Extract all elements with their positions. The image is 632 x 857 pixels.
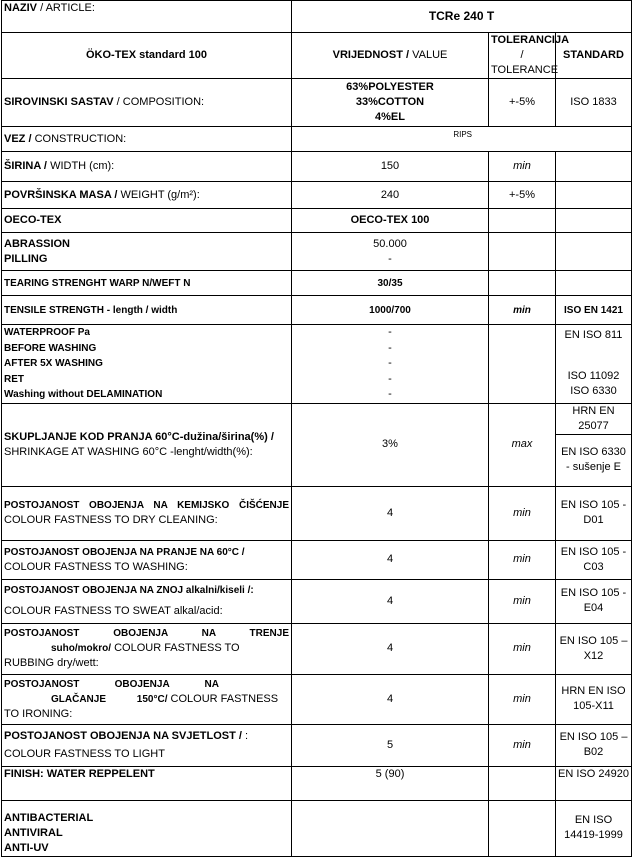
standard-name-header: ÖKO-TEX standard 100	[2, 33, 292, 79]
waterproof-label	[2, 325, 292, 404]
ironing-label-bold: POSTOJANOST OBOJENJA NA	[4, 678, 219, 690]
tensile-label: TENSILE STRENGTH - length / width	[2, 296, 292, 325]
shrinkage-label-plain: SHRINKAGE AT WASHING 60°C -lenght/width(%):	[4, 445, 253, 458]
light-row	[2, 724, 632, 766]
dry-cleaning-tolerance: min	[489, 486, 556, 540]
rubbing-label-plain-b: RUBBING dry/wett:	[4, 657, 99, 669]
light-label-plain: COLOUR FASTNESS TO LIGHT	[4, 747, 165, 760]
composition-standard: ISO 1833	[556, 79, 632, 127]
waterproof-value-line: -	[388, 357, 392, 369]
waterproof-standard-gap	[558, 343, 629, 369]
oeco-tolerance	[489, 209, 556, 233]
width-label-plain: WIDTH (cm):	[50, 160, 115, 172]
light-label-bold: POSTOJANOST OBOJENJA NA SVJETLOST /	[4, 729, 242, 742]
pilling-label-line: PILLING	[4, 252, 48, 265]
waterproof-row	[2, 325, 632, 404]
ironing-label	[2, 674, 292, 724]
waterproof-standard-line: ISO 6330	[570, 385, 617, 397]
shrinkage-label-bold: SKUPLJANJE KOD PRANJA 60°C-dužina/širina(%) /	[4, 430, 274, 443]
antibacterial-value	[292, 800, 489, 856]
dry-cleaning-row	[2, 486, 632, 540]
ironing-value: 4	[292, 674, 489, 724]
weight-tolerance: +-5%	[489, 182, 556, 209]
sweat-label	[2, 579, 292, 623]
washing-label-plain: COLOUR FASTNESS TO WASHING:	[4, 560, 188, 573]
rubbing-standard: EN ISO 105 – X12	[556, 623, 632, 674]
article-row	[2, 1, 632, 33]
sweat-label-plain: COLOUR FASTNESS TO SWEAT alkal/acid:	[4, 605, 223, 617]
ironing-row	[2, 674, 632, 724]
waterproof-value	[292, 325, 489, 404]
weight-standard	[556, 182, 632, 209]
waterproof-label-line: BEFORE WASHING	[4, 342, 97, 354]
construction-row	[2, 127, 632, 152]
finish-tolerance	[489, 766, 556, 800]
article-label: / ARTICLE:	[40, 2, 95, 14]
shrinkage-tolerance: max	[489, 403, 556, 486]
ironing-label-bold-b: GLAČANJE 150°C/	[51, 693, 168, 705]
washing-standard: EN ISO 105 - C03	[556, 540, 632, 579]
washing-value: 4	[292, 540, 489, 579]
composition-line: 4%EL	[375, 111, 405, 123]
waterproof-standard-line: EN ISO 811	[564, 329, 623, 341]
finish-row	[2, 766, 632, 800]
ironing-label-plain-b: TO IRONING:	[4, 707, 73, 720]
ironing-tolerance: min	[489, 674, 556, 724]
shrinkage-value: 3%	[292, 403, 489, 486]
dry-cleaning-standard: EN ISO 105 - D01	[556, 486, 632, 540]
value-header	[292, 33, 489, 79]
abrasion-tolerance	[489, 233, 556, 271]
waterproof-value-line: -	[388, 326, 392, 338]
tolerance-header-bold: TOLERANCIJA	[491, 34, 570, 46]
antibacterial-label-line: ANTIBACTERIAL	[4, 811, 94, 824]
pilling-value-line: -	[388, 252, 392, 265]
rubbing-row	[2, 623, 632, 674]
dry-cleaning-label-bold: POSTOJANOST OBOJENJA NA KEMIJSKO ČIŠĆENJE	[4, 500, 289, 511]
sweat-value: 4	[292, 579, 489, 623]
standard-header: STANDARD	[556, 33, 632, 79]
oeco-standard	[556, 209, 632, 233]
tensile-value: 1000/700	[292, 296, 489, 325]
weight-label	[2, 182, 292, 209]
sweat-standard: EN ISO 105 - E04	[556, 579, 632, 623]
weight-row	[2, 182, 632, 209]
rubbing-tolerance: min	[489, 623, 556, 674]
washing-tolerance: min	[489, 540, 556, 579]
ironing-label-plain: COLOUR FASTNESS	[170, 692, 279, 705]
waterproof-tolerance	[489, 325, 556, 404]
waterproof-label-line: AFTER 5X WASHING	[4, 358, 103, 369]
shrinkage-label	[2, 403, 292, 486]
washing-label	[2, 540, 292, 579]
tensile-tolerance: min	[489, 296, 556, 325]
abrasion-value-line: 50.000	[373, 237, 407, 250]
construction-value: RIPS	[453, 130, 472, 139]
waterproof-value-line: -	[388, 388, 392, 400]
tolerance-header-plain: / TOLERANCE	[491, 49, 559, 76]
composition-row	[2, 79, 632, 127]
composition-label-plain: / COMPOSITION:	[116, 96, 205, 108]
waterproof-label-line: RET	[4, 373, 24, 385]
light-standard: EN ISO 105 – B02	[556, 724, 632, 766]
width-label-bold: ŠIRINA /	[4, 160, 47, 172]
rubbing-label-plain: COLOUR FASTNESS TO	[114, 642, 240, 654]
shrinkage-row	[2, 403, 632, 434]
antiviral-label-line: ANTIVIRAL	[4, 826, 63, 839]
waterproof-standard	[556, 325, 632, 404]
composition-label-bold: SIROVINSKI SASTAV	[4, 96, 114, 108]
width-tolerance: min	[489, 152, 556, 182]
finish-standard: EN ISO 24920	[556, 766, 632, 800]
width-label	[2, 152, 292, 182]
light-label	[2, 724, 292, 766]
antibacterial-label	[2, 800, 292, 856]
abrasion-label	[2, 233, 292, 271]
rubbing-label-bold: POSTOJANOST OBOJENJA NA TRENJE	[4, 628, 289, 639]
waterproof-label-line: WATERPROOF Pa	[4, 327, 90, 338]
dry-cleaning-label-plain: COLOUR FASTNESS TO DRY CLEANING:	[4, 514, 218, 526]
waterproof-standard-line: ISO 11092	[567, 370, 620, 382]
composition-label	[2, 79, 292, 127]
composition-line: 63%POLYESTER	[346, 81, 434, 93]
sweat-tolerance: min	[489, 579, 556, 623]
ironing-standard: HRN EN ISO 105-X11	[556, 674, 632, 724]
composition-line: 33%COTTON	[355, 96, 425, 108]
article-name: TCRe 240 T	[292, 1, 632, 33]
construction-label	[2, 127, 292, 152]
waterproof-value-line: -	[388, 372, 392, 385]
rubbing-label	[2, 623, 292, 674]
tolerance-header	[489, 33, 570, 79]
antibacterial-standard: EN ISO 14419-1999	[556, 800, 632, 856]
tearing-tolerance	[489, 271, 556, 296]
finish-label: FINISH: WATER REPPELENT	[2, 766, 292, 800]
value-header-bold: VRIJEDNOST /	[332, 49, 410, 61]
tearing-value: 30/35	[292, 271, 489, 296]
dry-cleaning-value: 4	[292, 486, 489, 540]
composition-tolerance: +-5%	[489, 79, 556, 127]
sweat-row	[2, 579, 632, 623]
tearing-label: TEARING STRENGHT WARP N/WEFT N	[2, 271, 292, 296]
construction-value-cell	[292, 127, 632, 152]
sweat-label-bold: POSTOJANOST OBOJENJA NA ZNOJ alkalni/kiseli /:	[4, 585, 254, 596]
light-label-colon: :	[245, 729, 249, 742]
weight-value: 240	[292, 182, 489, 209]
construction-label-bold: VEZ /	[4, 132, 32, 145]
oeco-value: OECO-TEX 100	[292, 209, 489, 233]
antibacterial-tolerance	[489, 800, 556, 856]
waterproof-value-line: -	[388, 341, 392, 354]
abrasion-label-line: ABRASSION	[4, 237, 71, 250]
tearing-standard	[556, 271, 632, 296]
light-tolerance: min	[489, 724, 556, 766]
finish-value: 5 (90)	[292, 766, 489, 800]
washing-row	[2, 540, 632, 579]
light-value: 5	[292, 724, 489, 766]
width-row	[2, 152, 632, 182]
rubbing-label-bold-b: suho/mokro/	[51, 643, 112, 654]
value-header-plain: VALUE	[412, 49, 448, 61]
shrinkage-standard-bottom: EN ISO 6330 - sušenje E	[556, 434, 632, 486]
construction-label-plain: CONSTRUCTION:	[34, 132, 127, 145]
abrasion-row	[2, 233, 632, 271]
oeco-row	[2, 209, 632, 233]
tearing-row	[2, 271, 632, 296]
waterproof-label-line: Washing without DELAMINATION	[4, 389, 163, 400]
article-label-cell	[2, 1, 292, 33]
oeco-label: OECO-TEX	[2, 209, 292, 233]
specification-table	[1, 0, 632, 857]
column-header-row	[2, 33, 632, 79]
dry-cleaning-label	[2, 486, 292, 540]
antibacterial-row	[2, 800, 632, 856]
abrasion-value	[292, 233, 489, 271]
washing-label-bold: POSTOJANOST OBOJENJA NA PRANJE NA 60°C /	[4, 546, 245, 558]
width-standard	[556, 152, 632, 182]
width-value: 150	[292, 152, 489, 182]
anti-uv-label-line: ANTI-UV	[4, 841, 49, 854]
tensile-row	[2, 296, 632, 325]
tensile-standard: ISO EN 1421	[556, 296, 632, 325]
rubbing-value: 4	[292, 623, 489, 674]
naziv-label: NAZIV	[4, 2, 37, 14]
weight-label-plain: WEIGHT (g/m²):	[120, 188, 200, 201]
composition-value	[292, 79, 489, 127]
weight-label-bold: POVRŠINSKA MASA /	[4, 188, 118, 201]
abrasion-standard	[556, 233, 632, 271]
shrinkage-standard-top: HRN EN 25077	[556, 403, 632, 434]
